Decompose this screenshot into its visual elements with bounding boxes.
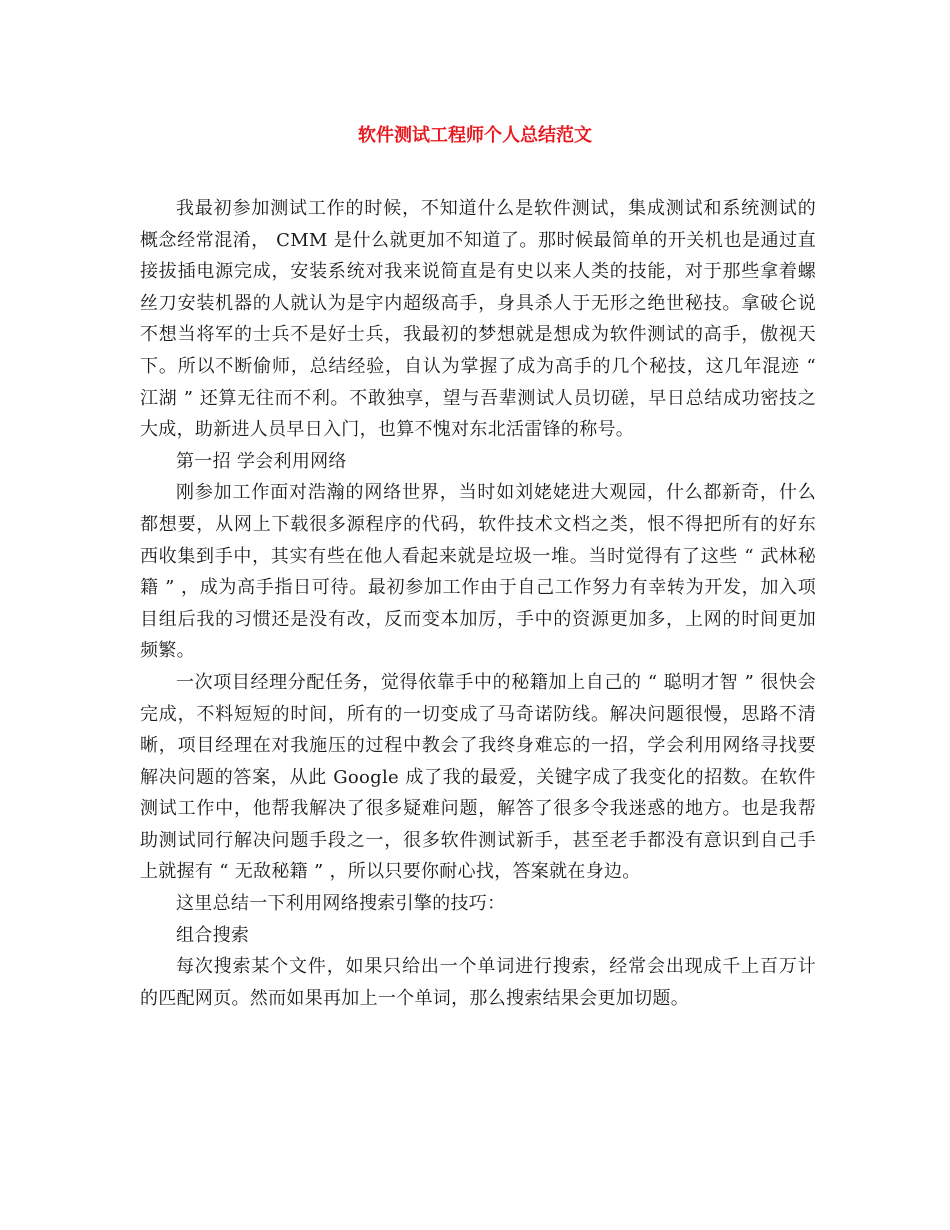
paragraph-combined-search: 每次搜索某个文件，如果只给出一个单词进行搜索，经常会出现成千上百万计的匹配网页。然而如果再加上一个单词，那么搜索结果会更加切题。	[140, 956, 816, 1009]
document-body	[140, 193, 816, 1014]
paragraph-search-tips-intro: 这里总结一下利用网络搜索引擎的技巧：	[176, 893, 506, 915]
paragraph-intro: 我最初参加测试工作的时候，不知道什么是软件测试，集成测试和系统测试的概念经常混淆， CMM 是什么就更加不知道了。那时候最简单的开关机也是通过直接拔插电源完成，安装系统对我来说简直是有史以来人类的技能，对于那些拿着螺丝刀安装机器的人就认为是宇内超级高手，身具杀人于无形之绝世秘技。拿破仑说不想当将军的士兵不是好士兵，我最初的梦想就是想成为软件测试的高手，傲视天下。所以不断偷师，总结经验，自认为掌握了成为高手的几个秘技，这几年混迹 “ 江湖 ” 还算无往而不利。不敢独享，望与吾辈测试人员切磋，早日总结成功密技之大成，助新进人员早日入门，也算不愧对东北活雷锋的称号。	[140, 198, 816, 441]
subheading-combined-search: 组合搜索	[176, 924, 250, 946]
paragraph-project-manager: 一次项目经理分配任务，觉得依靠手中的秘籍加上自己的 “ 聪明才智 ” 很快会完成，不料短短的时间，所有的一切变成了马奇诺防线。解决问题很慢，思路不清晰，项目经理在对我施压的过程中教会了我终身难忘的一招，学会利用网络寻找要解决问题的答案，从此 Google 成了我的最爱，关键字成了我变化的招数。在软件测试工作中，他帮我解决了很多疑难问题，解答了很多令我迷惑的地方。也是我帮助测试同行解决问题手段之一，很多软件测试新手，甚至老手都没有意识到自己手上就握有 “ 无敌秘籍 ” ，所以只要你耐心找，答案就在身边。	[140, 671, 816, 883]
section-heading-first-move: 第一招 学会利用网络	[176, 450, 347, 472]
document-title: 软件测试工程师个人总结范文	[358, 125, 592, 146]
paragraph-network-world: 刚参加工作面对浩瀚的网络世界，当时如刘姥姥进大观园，什么都新奇，什么都想要，从网上下载很多源程序的代码，软件技术文档之类，恨不得把所有的好东西收集到手中，其实有些在他人看起来就是垃圾一堆。当时觉得有了这些 “ 武林秘籍 ” ，成为高手指日可待。最初参加工作由于自己工作努力有幸转为开发，加入项目组后我的习惯还是没有改，反而变本加厉，手中的资源更加多，上网的时间更加频繁。	[140, 482, 816, 662]
